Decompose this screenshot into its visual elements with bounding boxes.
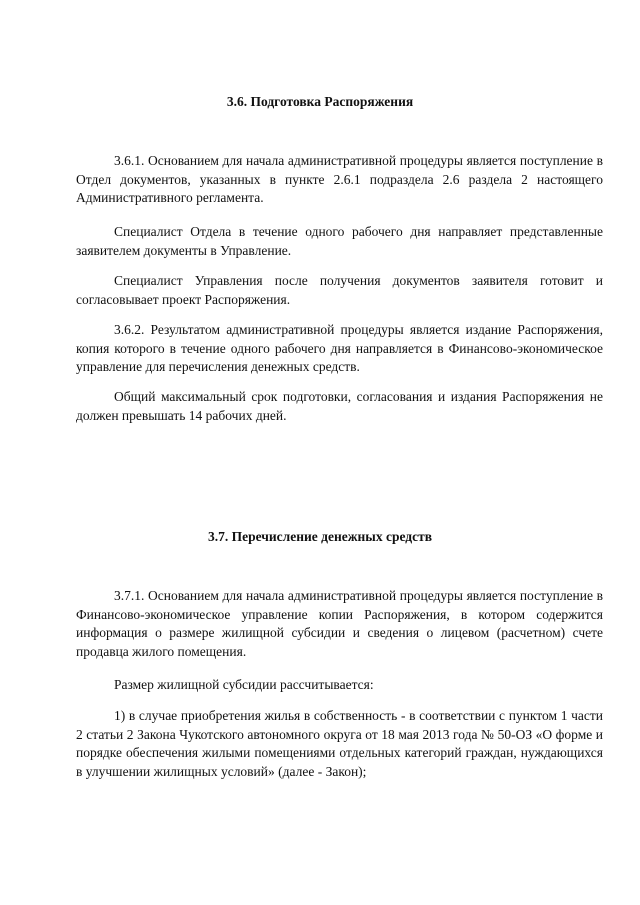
paragraph-3-6-2: 3.6.2. Результатом административной процедуры является издание Распоряжения, копия которого в течение одного рабочего дня направляется в Финансово-экономическое управление для перечисления денежных средств.	[76, 322, 603, 374]
section-3-6-title: 3.6. Подготовка Распоряжения	[226, 94, 414, 109]
paragraph-specialist-otdela: Специалист Отдела в течение одного рабочего дня направляет представленные заявителем документы в Управление.	[76, 224, 603, 258]
paragraph-3-6-1: 3.6.1. Основанием для начала административной процедуры является поступление в Отдел документов, указанных в пункте 2.6.1 подраздела 2.6 раздела 2 настоящего Административного регламента.	[76, 153, 603, 205]
paragraph-specialist-upravleniya: Специалист Управления после получения документов заявителя готовит и согласовывает проект Распоряжения.	[76, 273, 603, 307]
section-3-7-title: 3.7. Перечисление денежных средств	[207, 529, 433, 544]
paragraph-razmer-subsidii: Размер жилищной субсидии рассчитывается:	[114, 677, 374, 692]
paragraph-obshchiy-srok: Общий максимальный срок подготовки, согласования и издания Распоряжения не должен превышать 14 рабочих дней.	[76, 389, 603, 423]
paragraph-punkt-1: 1) в случае приобретения жилья в собственность - в соответствии с пунктом 1 части 2 статьи 2 Закона Чукотского автономного округа от 18 мая 2013 года № 50-ОЗ «О форме и порядке обеспечения жилыми помещениями отдельных категорий граждан, нуждающихся в улучшении жилищных условий» (далее - Закон);	[76, 708, 603, 779]
paragraph-3-7-1: 3.7.1. Основанием для начала административной процедуры является поступление в Финансово-экономическое управление копии Распоряжения, в котором содержится информация о размере жилищной субсидии и сведения о лицевом (расчетном) счете продавца жилого помещения.	[76, 588, 603, 659]
